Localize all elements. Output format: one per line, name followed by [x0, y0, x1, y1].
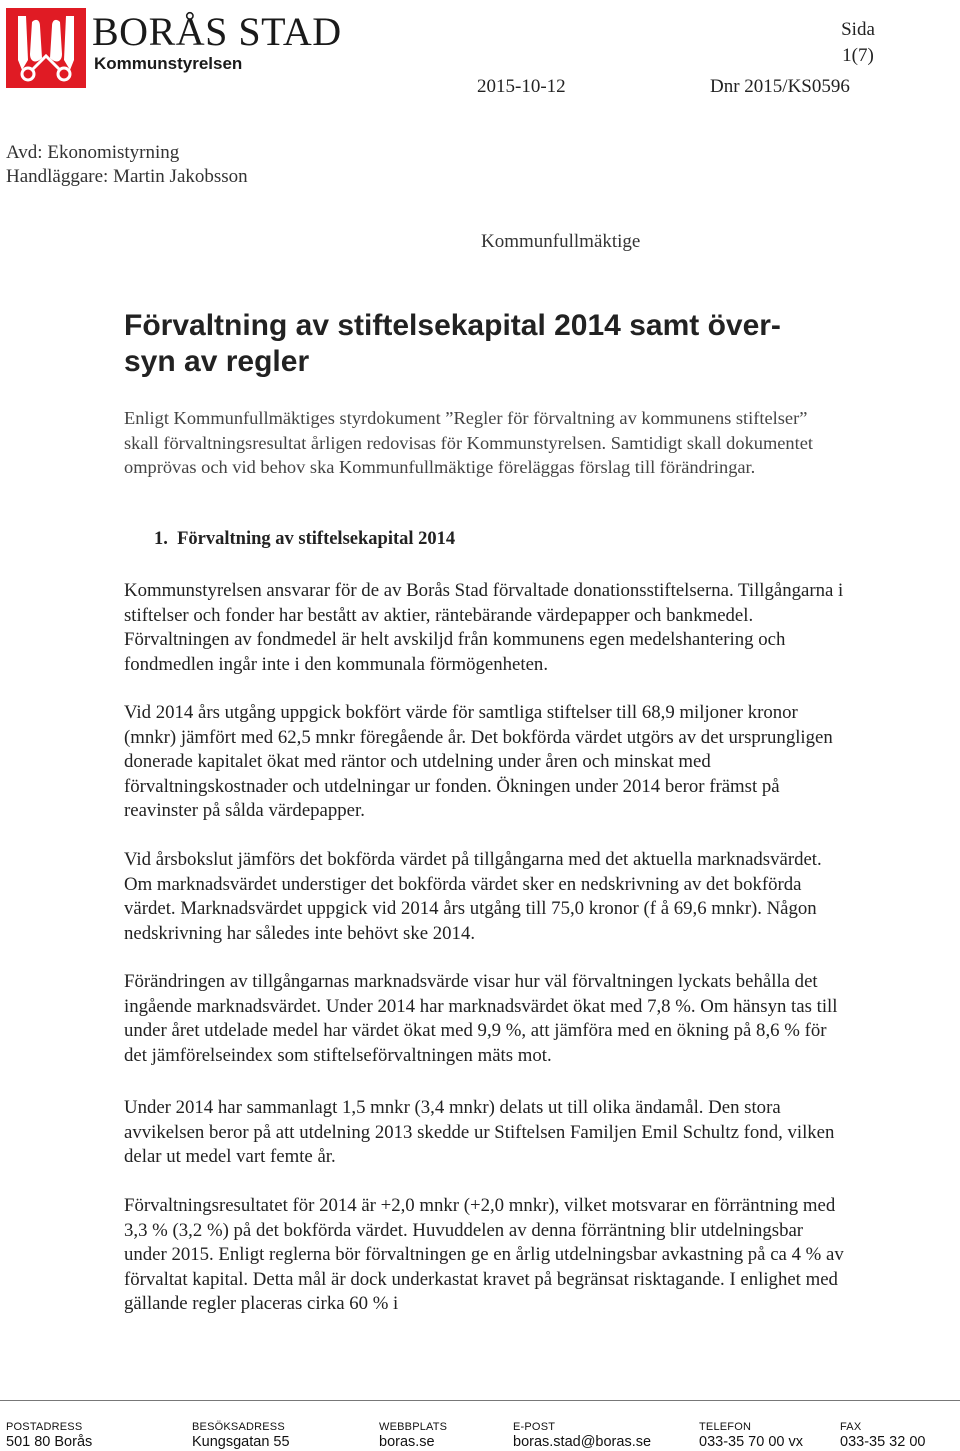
footer-value: Kungsgatan 55 [192, 1434, 290, 1450]
city-logo [6, 8, 86, 88]
footer-label: TELEFON [699, 1421, 752, 1433]
section-number: 1. [154, 529, 168, 549]
org-department: Kommunstyrelsen [94, 54, 243, 73]
section-title: Förvaltning av stiftelsekapital 2014 [177, 529, 456, 549]
footer-value: 501 80 Borås [6, 1434, 93, 1450]
body-paragraph: Kommunstyrelsen ansvarar för de av Borås Stad förvaltade donationsstiftelserna. Tillgångarna i stiftelser och fonder har bestått av aktier, räntebärande värdepapper och bankmedel. Förvaltningen av fondmedel är helt avskiljd från kommunens egen medelshantering och fondmedlen ingår inte i den kommunala förmögenheten. [124, 580, 844, 675]
footer-visit-address [192, 1421, 290, 1451]
footer-value: 033-35 70 00 vx [699, 1434, 803, 1450]
body-paragraph: Vid årsbokslut jämförs det bokförda värdet på tillgångarna med det aktuella marknadsvärdet. Om marknadsvärdet understiger det bokförda värdet sker en nedskrivning av det bokförda värdet. Marknadsvärdet uppgick vid 2014 års utgång till 75,0 kronor (f å 69,6 mnkr). Någon nedskrivning har således inte behövt ske 2014. [124, 849, 822, 944]
handler-line: Handläggare: Martin Jakobsson [6, 166, 248, 187]
footer-phone [699, 1421, 803, 1451]
footer-label: BESÖKSADRESS [192, 1421, 285, 1433]
org-branding [92, 10, 342, 74]
body-paragraph: Under 2014 har sammanlagt 1,5 mnkr (3,4 mnkr) delats ut till olika ändamål. Den stora avvikelsen beror på att utdelning 2013 skedde ur Stiftelsen Familjen Emil Schultz fond, vilken delar ut medel vart femte år. [124, 1097, 835, 1167]
footer-label: FAX [840, 1421, 862, 1433]
footer-email-link[interactable]: boras.stad@boras.se [513, 1434, 652, 1450]
footer-value: 033-35 32 00 [840, 1434, 926, 1450]
body-paragraph: Förändringen av tillgångarnas marknadsvärde visar hur väl förvaltningen lyckats behålla det ingående marknadsvärdet. Under 2014 har marknadsvärdet ökat med 7,8 %. Om hänsyn tas till under året utdelade medel har värdet ökat med 9,9 %, att jämföra med en ökning på 8,6 % för det jämförelseindex som stiftelseförvaltningen mäts mot. [124, 971, 838, 1066]
document-title [124, 308, 824, 380]
footer-label: E-POST [513, 1421, 556, 1433]
coat-of-arms-icon [6, 8, 86, 88]
page-label: Sida [841, 19, 875, 40]
footer-label: WEBBPLATS [379, 1421, 448, 1433]
body-paragraph: Förvaltningsresultatet för 2014 är +2,0 mnkr (+2,0 mnkr), vilket motsvarar en förräntning med 3,3 % (3,2 %) på det bokförda värdet. Huvuddelen av denna förräntning blir utdelningsbar under 2015. Enligt reglerna bör förvaltningen ge en årlig utdelningsbar avkastning på ca 4 % av förvaltat kapital. Detta mål är dock underkastat kravet på begränsat risktagande. I enlighet med gällande regler placeras cirka 60 % i [124, 1195, 844, 1314]
recipient: Kommunfullmäktige [481, 231, 641, 252]
footer-label: POSTADRESS [6, 1421, 83, 1433]
page-footer [0, 1400, 960, 1450]
page-indicator [838, 17, 878, 69]
footer-website-link[interactable]: boras.se [379, 1434, 435, 1450]
org-name: BORÅS STAD [92, 9, 342, 54]
department-line: Avd: Ekonomistyrning [6, 142, 180, 163]
title-line-1: Förvaltning av stiftelsekapital 2014 samt över- [124, 309, 781, 342]
footer-email [513, 1421, 651, 1451]
document-reference: Dnr 2015/KS0596 [710, 76, 850, 97]
page-number: 1(7) [842, 45, 874, 66]
section-heading [154, 529, 455, 550]
footer-postal-address [6, 1421, 92, 1451]
intro-paragraph: Enligt Kommunfullmäktiges styrdokument ”Regler för förvaltning av kommunens stiftelser” skall förvaltningsresultat årligen redovisas för Kommunstyrelsen. Samtidigt skall dokumentet omprövas och vid behov ska Kommunfullmäktige föreläggas förslag till förändringar. [124, 408, 814, 477]
title-line-2: syn av regler [124, 345, 310, 378]
document-meta [6, 141, 248, 189]
footer-fax [840, 1421, 925, 1451]
footer-website [379, 1421, 447, 1451]
body-paragraph: Vid 2014 års utgång uppgick bokfört värde för samtliga stiftelser till 68,9 miljoner kronor (mnkr) jämfört med 62,5 mnkr föregående år. Det bokförda värdet utgörs av det ursprungligen donerade kapitalet ökat med räntor och utdelning under åren och minskat med förvaltningskostnader och utdelningar ur fonden. Ökningen under 2014 beror främst på reavinster på sålda värdepapper. [124, 702, 833, 821]
document-date: 2015-10-12 [477, 76, 566, 97]
